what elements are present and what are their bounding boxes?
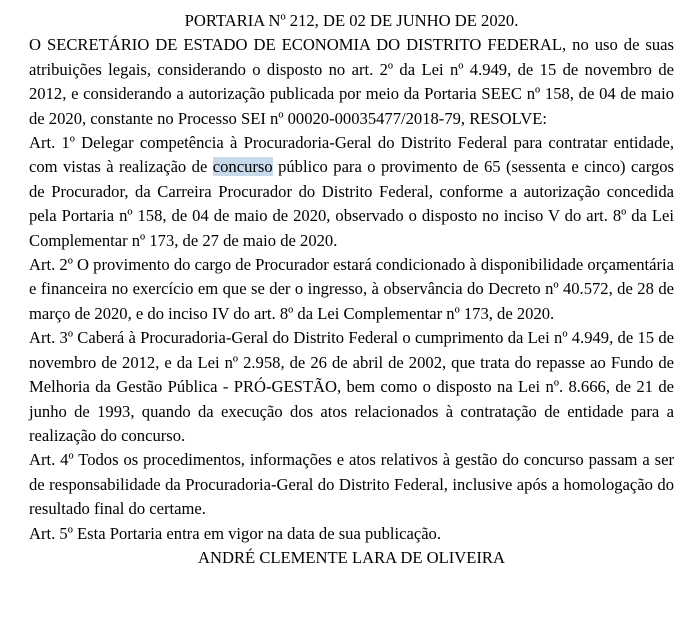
document-page [29, 9, 674, 570]
article-3-paragraph: Art. 3º Caberá à Procuradoria-Geral do Distrito Federal o cumprimento da Lei nº 4.949, de 15 de novembro de 2012, e da Lei nº 2.958, de 26 de abril de 2002, que trata do repasse ao Fundo de Melhoria da Gestão Pública - PRÓ-GESTÃO, bem como o disposto na Lei nº. 8.666, de 21 de junho de 1993, quando da execução dos atos relacionados à contratação de entidade para a realização do concurso. [29, 328, 674, 445]
article-4-paragraph: Art. 4º Todos os procedimentos, informações e atos relativos à gestão do concurso passam a ser de responsabilidade da Procuradoria-Geral do Distrito Federal, inclusive após a homologação do resultado final do certame. [29, 450, 674, 519]
document-title: PORTARIA Nº 212, DE 02 DE JUNHO DE 2020. [184, 11, 519, 30]
signature-name: ANDRÉ CLEMENTE LARA DE OLIVEIRA [198, 547, 505, 567]
highlighted-search-term[interactable]: concurso [212, 157, 273, 177]
preamble-paragraph: O SECRETÁRIO DE ESTADO DE ECONOMIA DO DISTRITO FEDERAL, no uso de suas atribuições legais, considerando o disposto no art. 2º da Lei nº 4.949, de 15 de novembro de 2012, e considerando a autorização publicada por meio da Portaria SEEC nº 158, de 04 de maio de 2020, constante no Processo SEI nº 00020-00035477/2018-79, RESOLVE: [29, 35, 674, 128]
article-5-paragraph: Art. 5º Esta Portaria entra em vigor na data de sua publicação. [29, 523, 441, 543]
article-1-text-end: público para o provimento de 65 (sessenta e cinco) cargos de Procurador, da Carreira Procurador do Distrito Federal, conforme a autorização concedida pela Portaria nº 158, de 04 de maio de 2020, observado o disposto no inciso V do art. 8º da Lei Complementar nº 173, de 27 de maio de 2020. [29, 157, 674, 250]
article-1-text-start: Art. 1º Delegar competência à Procuradoria-Geral do Distrito Federal para contratar entidade, com vistas à realização de [29, 133, 674, 177]
article-1-paragraph [29, 131, 674, 253]
article-2-paragraph: Art. 2º O provimento do cargo de Procurador estará condicionado à disponibilidade orçamentária e financeira no exercício em que se der o ingresso, à observância do Decreto nº 40.572, de 28 de março de 2020, e do inciso IV do art. 8º da Lei Complementar nº 173, de 2020. [29, 255, 674, 323]
